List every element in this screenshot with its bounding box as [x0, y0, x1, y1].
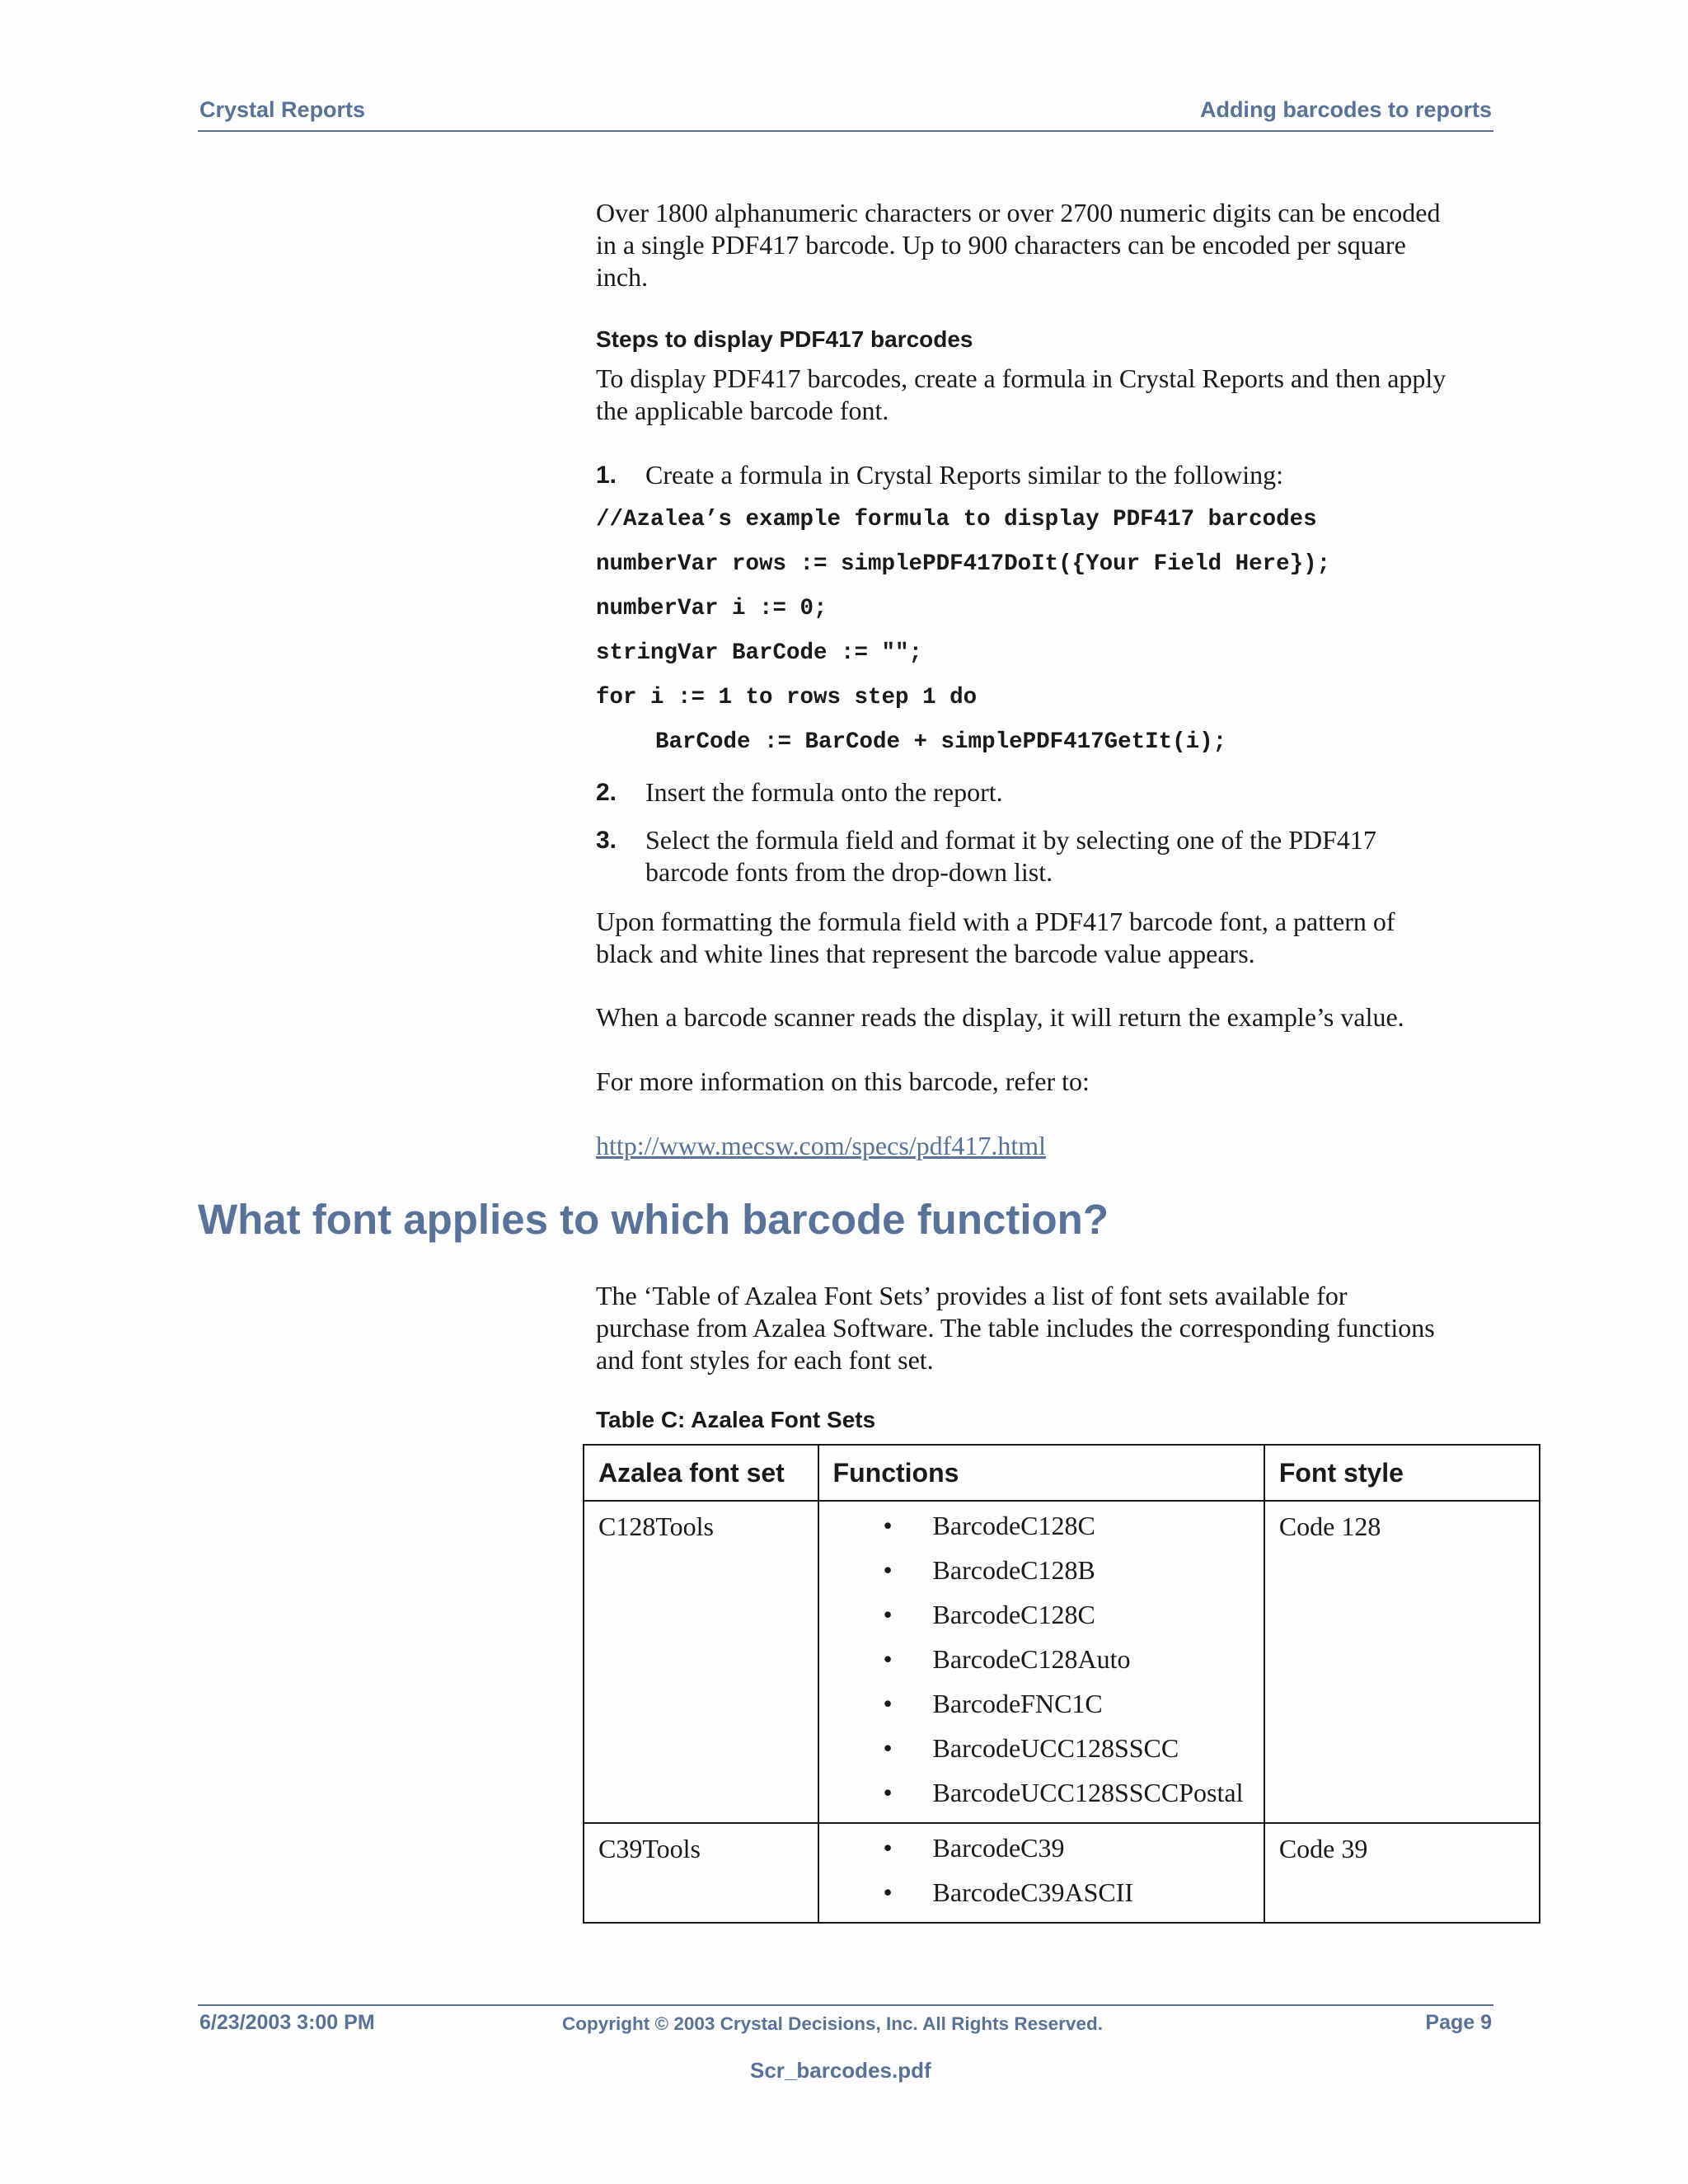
- header-product-title: Crystal Reports: [199, 97, 366, 122]
- font-section-line: purchase from Azalea Software. The table includes the corresponding functions: [596, 1313, 1435, 1343]
- font-style-cell: Code 39: [1264, 1823, 1540, 1923]
- page-footer: [198, 2004, 1493, 2039]
- pdf417-spec-link[interactable]: http://www.mecsw.com/specs/pdf417.html: [596, 1131, 1046, 1160]
- column-header: Azalea font set: [584, 1445, 818, 1501]
- code-line: stringVar BarCode := "";: [596, 640, 923, 666]
- function-item: [819, 1688, 1103, 1720]
- column-header: Functions: [818, 1445, 1264, 1501]
- bullet-icon: •: [883, 1733, 893, 1763]
- bullet-icon: •: [883, 1833, 893, 1863]
- bullet-icon: •: [883, 1511, 893, 1540]
- steps-intro-line: To display PDF417 barcodes, create a formula in Crystal Reports and then apply: [596, 363, 1447, 393]
- function-item: [819, 1877, 1134, 1909]
- footer-filename: Scr_barcodes.pdf: [750, 2058, 931, 2083]
- function-name: BarcodeUCC128SSCCPostal: [932, 1778, 1244, 1807]
- footer-date: 6/23/2003 3:00 PM: [199, 2011, 375, 2034]
- code-line: BarCode := BarCode + simplePDF417GetIt(i);: [655, 729, 1227, 755]
- steps-intro-line: the applicable barcode font.: [596, 396, 889, 425]
- font-set-cell: C39Tools: [584, 1823, 818, 1923]
- function-name: BarcodeC128C: [932, 1511, 1095, 1540]
- table-caption: Table C: Azalea Font Sets: [596, 1407, 876, 1432]
- font-section-paragraph: [596, 1280, 1503, 1376]
- code-line: for i := 1 to rows step 1 do: [596, 685, 978, 710]
- step-text: [645, 824, 1494, 888]
- header-section-title: Adding barcodes to reports: [1199, 97, 1492, 122]
- function-item: [819, 1554, 1098, 1586]
- footer-copyright: Copyright © 2003 Crystal Decisions, Inc. All Rights Reserved.: [562, 2013, 1103, 2034]
- footer-page-number: Page 9: [1425, 2011, 1492, 2034]
- step-text-line: barcode fonts from the drop-down list.: [645, 857, 1053, 887]
- code-line: numberVar i := 0;: [596, 596, 828, 621]
- bullet-icon: •: [883, 1600, 893, 1629]
- step-number: 2.: [596, 779, 617, 806]
- step-text-line: Select the formula field and format it by selecting one of the PDF417: [645, 825, 1376, 855]
- bullet-icon: •: [883, 1555, 893, 1585]
- result-line: Upon formatting the formula field with a PDF417 barcode font, a pattern of: [596, 907, 1395, 936]
- functions-list: [819, 1510, 1264, 1809]
- intro-line: in a single PDF417 barcode. Up to 900 characters can be encoded per square: [596, 230, 1406, 260]
- function-item: [819, 1643, 1131, 1675]
- step-text: Create a formula in Crystal Reports similar to the following:: [645, 460, 1284, 490]
- more-info-paragraph: For more information on this barcode, refer to:: [596, 1066, 1090, 1096]
- bullet-icon: •: [883, 1689, 893, 1718]
- intro-line: Over 1800 alphanumeric characters or over 2700 numeric digits can be encoded: [596, 198, 1441, 227]
- steps-heading: Steps to display PDF417 barcodes: [596, 326, 973, 352]
- functions-cell: [818, 1501, 1264, 1823]
- result-line: black and white lines that represent the barcode value appears.: [596, 939, 1255, 968]
- step-number: 3.: [596, 827, 617, 854]
- code-line: numberVar rows := simplePDF417DoIt({Your Field Here});: [596, 551, 1331, 577]
- function-name: BarcodeC128B: [932, 1555, 1095, 1585]
- function-item: [819, 1832, 1098, 1864]
- intro-paragraph: [596, 197, 1503, 293]
- function-name: BarcodeC128C: [932, 1600, 1095, 1629]
- azalea-font-sets-table: [583, 1444, 1540, 1924]
- function-name: BarcodeUCC128SSCC: [932, 1733, 1179, 1763]
- table-header-row: [584, 1445, 1540, 1501]
- table-row: [584, 1823, 1540, 1923]
- table-row: [584, 1501, 1540, 1823]
- function-item: [819, 1599, 1098, 1631]
- font-section-line: The ‘Table of Azalea Font Sets’ provides a list of font sets available for: [596, 1281, 1348, 1310]
- function-name: BarcodeFNC1C: [932, 1689, 1103, 1718]
- scanner-paragraph: When a barcode scanner reads the display, it will return the example’s value.: [596, 1002, 1404, 1032]
- steps-intro-paragraph: [596, 363, 1503, 427]
- font-style-cell: Code 128: [1264, 1501, 1540, 1823]
- font-section-line: and font styles for each font set.: [596, 1345, 934, 1375]
- functions-list: [819, 1832, 1264, 1909]
- function-item: [819, 1777, 1244, 1809]
- bullet-icon: •: [883, 1644, 893, 1674]
- font-set-cell: C128Tools: [584, 1501, 818, 1823]
- page-header: [198, 97, 1493, 132]
- step-number: 1.: [596, 462, 617, 489]
- function-item: [819, 1510, 1098, 1542]
- bullet-icon: •: [883, 1778, 893, 1807]
- intro-line: inch.: [596, 262, 649, 292]
- function-name: BarcodeC39: [932, 1833, 1065, 1863]
- function-name: BarcodeC39ASCII: [932, 1877, 1134, 1907]
- bullet-icon: •: [883, 1877, 893, 1907]
- step-text: Insert the formula onto the report.: [645, 777, 1003, 807]
- code-line: //Azalea’s example formula to display PDF417 barcodes: [596, 507, 1317, 532]
- font-section-heading: What font applies to which barcode function?: [198, 1196, 1109, 1243]
- column-header: Font style: [1264, 1445, 1540, 1501]
- functions-cell: [818, 1823, 1264, 1923]
- function-name: BarcodeC128Auto: [932, 1644, 1131, 1674]
- result-paragraph: [596, 906, 1503, 970]
- function-item: [819, 1732, 1179, 1765]
